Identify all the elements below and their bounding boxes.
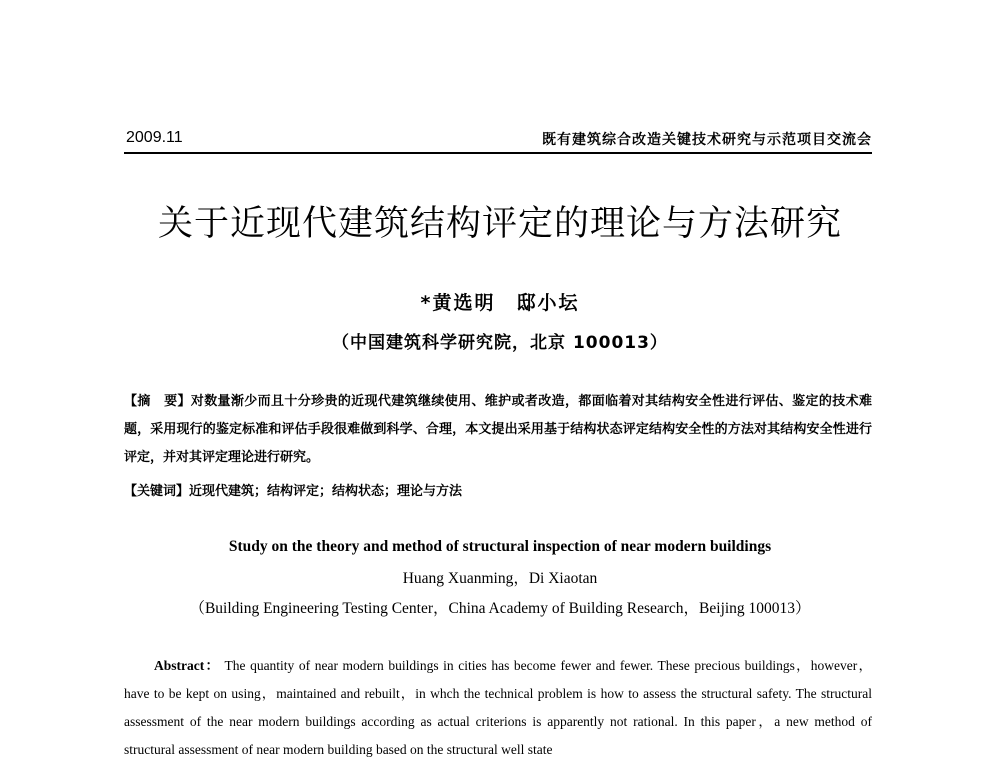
chinese-abstract-label: 【摘 要】: [124, 394, 191, 409]
english-affiliation: （Building Engineering Testing Center，China Academy of Building Research，Beijing 100013）: [189, 600, 811, 617]
chinese-abstract: [124, 388, 872, 472]
english-abstract: [124, 652, 872, 764]
running-header: [124, 122, 872, 154]
paper-affiliation: （中国建筑科学研究院，北京 100013）: [332, 333, 668, 353]
chinese-keywords-label: 【关键词】: [124, 484, 190, 499]
paper-title: 关于近现代建筑结构评定的理论与方法研究: [157, 204, 842, 244]
header-conference: 既有建筑综合改造关键技术研究与示范项目交流会: [542, 132, 872, 148]
english-title: Study on the theory and method of structural inspection of near modern buildings: [228, 538, 772, 555]
paper-authors: *黄选明 邸小坛: [420, 292, 580, 314]
header-date: 2009.11: [126, 129, 183, 146]
english-abstract-text: The quantity of near modern buildings in cities has become fewer and fewer. These precious buildings，however，have to be kept on using，maintained and rebuilt，in whch the technical problem is how to assess the structural safety. The structural assessment of the near modern buildings according as actual criterions is apparently not rational. In this paper，a new method of structural assessment of near modern building based on the structural well state: [124, 658, 872, 757]
chinese-keywords-text: 近现代建筑；结构评定；结构状态；理论与方法: [189, 484, 463, 499]
chinese-keywords: [124, 478, 872, 506]
english-abstract-label: Abstract：: [154, 658, 221, 673]
english-authors: Huang Xuanming，Di Xiaotan: [402, 570, 598, 587]
chinese-abstract-text: 对数量渐少而且十分珍贵的近现代建筑继续使用、维护或者改造，都面临着对其结构安全性进行评估、鉴定的技术难题，采用现行的鉴定标准和评估手段很难做到科学、合理，本文提出采用基于结构状态评定结构安全性的方法对其结构安全性进行评定，并对其评定理论进行研究。: [124, 394, 872, 465]
